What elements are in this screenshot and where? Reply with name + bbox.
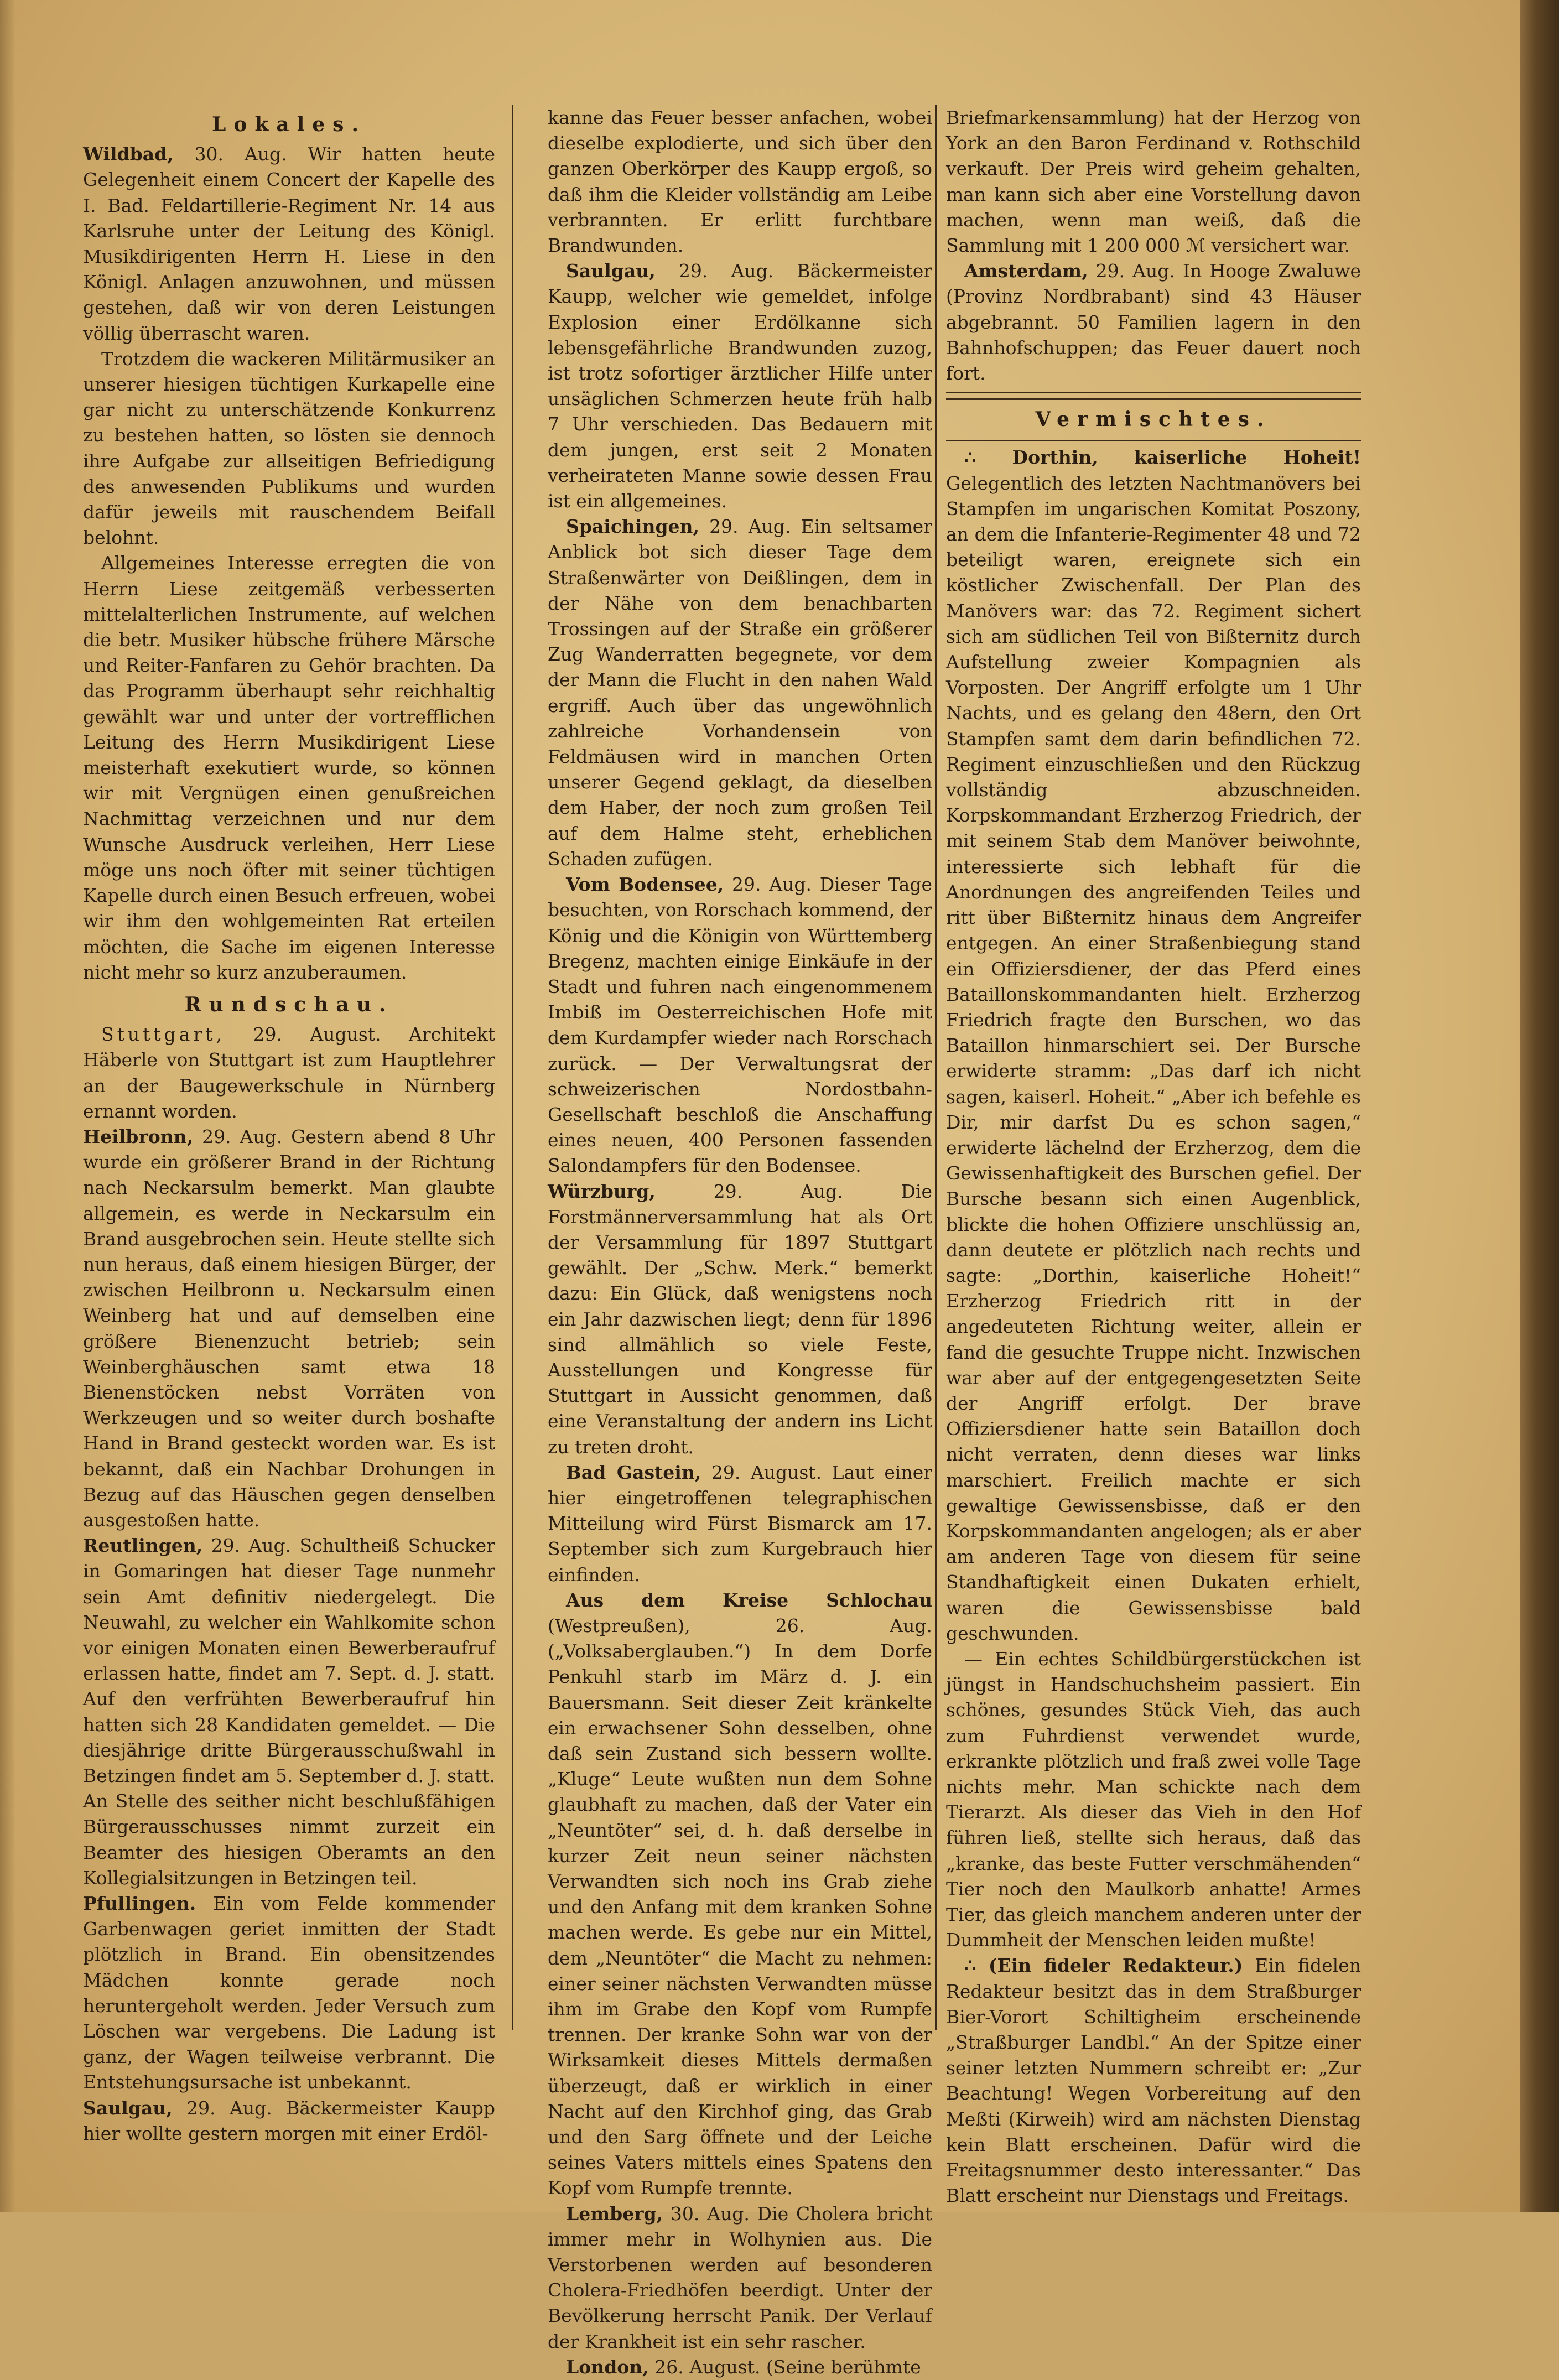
article-lead: ∴ (Ein fideler Redakteur.) [964,1955,1243,1977]
book-binding [1520,0,1559,2212]
article-body: Ein vom Felde kommender Garbenwagen geriet inmitten der Stadt plötzlich in Brand. Ein obensitzendes Mädchen konnte gerade noch heruntergeholt werden. Jeder Versuch zum Löschen war vergebens. Die Ladung ist ganz, der Wagen teilweise verbrannt. Die Entstehungsursache ist unbekannt. [83,1893,495,2093]
article-saulgau-2 [548,258,932,514]
article-place: Würzburg, [548,1180,656,1202]
article-body: Briefmarkensammlung) hat der Herzog von York an den Baron Ferdinand v. Rothschild verkauft. Der Preis wird geheim gehalten, man kann sich aber eine Vorstellung davon machen, wenn man weiß, daß die Sammlung mit 1 200 000 ℳ versichert war. [946,107,1361,257]
article-body: 26. August. (Seine berühmte [654,2356,921,2378]
article-body: 30. Aug. Wir hatten heute Gelegenheit einem Concert der Kapelle des I. Bad. Feldartillerie-Regiment Nr. 14 aus Karlsruhe unter der Leitung des Königl. Musikdirigenten Herrn H. Liese in den Königl. Anlagen anzuwohnen, und müssen gestehen, daß wir von deren Leistungen völlig überrascht waren. [83,143,495,344]
article-paragraph [83,346,495,551]
article-continuation [946,105,1361,258]
article-place: Wildbad, [83,143,174,165]
article-body: 29. Aug. Bäckermeister Kaupp hier wollte gestern morgen mit einer Erdöl- [83,2097,495,2144]
article-lemberg [548,2201,932,2355]
article-place: Lemberg, [566,2202,663,2225]
article-wildbad [83,142,495,346]
article-body: Allgemeines Interesse erregten die von Herrn Liese zeitgemäß verbesserten mittelalterlichen Instrumente, auf welchen die betr. Musiker hübsche frühere Märsche und Reiter-Fanfaren zu Gehör brachten. Da das Programm überhaupt sehr reichhaltig gewählt war und unter der vortrefflichen Leitung des Herrn Musikdirigent Liese meisterhaft exekutiert wurde, so können wir mit Vergnügen einen genußreichen Nachmittag verzeichnen und nur dem Wunsche Ausdruck verleihen, Herr Liese möge uns noch öfter mit seiner tüchtigen Kapelle durch einen Besuch erfreuen, wobei wir ihm den wohlgemeinten Rat erteilen möchten, die Sache im eigenen Interesse nicht mehr so kurz anzuberaumen. [83,552,495,983]
section-heading-lokales: Lokales. [212,113,366,136]
section-divider [946,392,1361,400]
article-heilbronn [83,1124,495,1533]
column-2 [548,105,932,2380]
article-body: 29. Aug. Die Forstmännerversammlung hat als Ort der Versammlung für 1897 Stuttgart gewählt. Der „Schw. Merk.“ bemerkt dazu: Ein Glück, daß wenigstens noch ein Jahr dazwischen liegt; denn für 1896 sind allmählich so viele Feste, Ausstellungen und Kongresse für Stuttgart in Aussicht genommen, daß eine Veranstaltung der andern ins Licht zu treten droht. [548,1180,932,1458]
article-place: Pfullingen. [83,1893,196,1915]
article-place: Aus dem Kreise Schlochau [566,1589,932,1611]
article-stuttgart [83,1022,495,1124]
article-place: Amsterdam, [964,260,1088,282]
article-body: 29. Aug. Bäckermeister Kaupp, welcher wie gemeldet, infolge Explosion einer Erdölkanne sich lebensgefährliche Brandwunden zuzog, ist trotz sofortiger ärztlicher Hilfe unter unsäglichen Schmerzen heute früh halb 7 Uhr verschieden. Das Bedauern mit dem jungen, erst seit 2 Monaten verheirateten Manne sowie dessen Frau ist ein allgemeines. [548,260,932,512]
article-place: London, [566,2356,649,2378]
article-body: kanne das Feuer besser anfachen, wobei dieselbe explodierte, und sich über den ganzen Oberkörper des Kaupp ergoß, so daß ihm die Kleider vollständig am Leibe verbrannten. Er erlitt furchtbare Brandwunden. [548,107,932,257]
column-1 [83,105,495,2147]
page-edge-shadow [0,0,15,2212]
section-heading-vermischtes: Vermischtes. [1035,408,1272,432]
article-body: — Ein echtes Schildbürgerstückchen ist jüngst in Handschuchsheim passiert. Ein schönes, gesundes Stück Vieh, das auch zum Fuhrdienst verwendet wurde, erkrankte plötzlich und fraß zwei volle Tage nichts mehr. Man schickte nach dem Tierarzt. Als dieser das Vieh in den Hof führen ließ, stellte sich heraus, daß das „kranke, das beste Futter verschmähenden“ Tier noch den Maulkorb anhatte! Armes Tier, das gleich manchem anderen unter der Dummheit der Menschen leiden mußte! [946,1648,1361,1951]
article-place: Spaichingen, [566,516,699,538]
column-3 [946,105,1361,2208]
article-lead: ∴ Dorthin, kaiserliche Hoheit! [964,446,1361,469]
article-body: 29. Aug. Dieser Tage besuchten, von Rorschach kommend, der König und die Königin von Württemberg Bregenz, machten einige Einkäufe in der Stadt und fuhren nach eingenommenem Imbiß im Oesterreichischen Hofe mit dem Kurdampfer wieder nach Rorschach zurück. — Der Verwaltungsrat der schweizerischen Nordostbahn-Gesellschaft beschloß die Anschaffung eines neuen, 400 Personen fassenden Salondampfers für den Bodensee. [548,874,932,1177]
article-bad-gastein [548,1460,932,1588]
article-place: Saulgau, [83,2097,173,2119]
article-bodensee [548,872,932,1178]
column-rule-1 [512,105,513,2030]
article-continuation [548,105,932,258]
article-place: Bad Gastein, [566,1461,701,1483]
article-saulgau [83,2096,495,2147]
column-rule-2 [935,105,937,2030]
heading-underline [946,440,1361,441]
article-schlochau [548,1588,932,2201]
article-body: Ein fidelen Redakteur besitzt das in dem Straßburger Bier-Vorort Schiltigheim erscheinende „Straßburger Landbl.“ An der Spitze einer seiner letzten Nummern schreibt er: „Zur Beachtung! Wegen Vorbereitung auf den Meßti (Kirweih) wird am nächsten Dienstag kein Blatt erscheinen. Dafür wird die Freitagsnummer desto interessanter.“ Das Blatt erscheint nur Dienstags und Freitags. [946,1955,1361,2207]
article-body: 29. Aug. Schultheiß Schucker in Gomaringen hat dieser Tage nunmehr sein Amt definitiv niedergelegt. Die Neuwahl, zu welcher ein Wahlkomite schon vor einigen Monaten einen Bewerberaufruf erlassen hatte, findet am 7. Sept. d. J. statt. Auf den verfrühten Bewerberaufruf hin hatten sich 28 Kandidaten gemeldet. — Die diesjährige dritte Bürgerausschußwahl in Betzingen findet am 5. September d. J. statt. An Stelle des seither nicht beschlußfähigen Bürgerausschusses nimmt zurzeit ein Beamter des hiesigen Oberamts an den Kollegialsitzungen in Betzingen teil. [83,1535,495,1889]
article-place: Reutlingen, [83,1535,203,1557]
article-dorthin [946,445,1361,1646]
article-amsterdam [946,258,1361,386]
article-body: 29. Aug. In Hooge Zwaluwe (Provinz Nordbrabant) sind 43 Häuser abgebrannt. 50 Familien lagern in den Bahnhofschuppen; das Feuer dauert noch fort. [946,260,1361,384]
article-pfullingen [83,1891,495,2096]
section-heading-rundschau: Rundschau. [184,992,394,1016]
article-london [548,2355,932,2380]
article-paragraph [83,550,495,985]
article-place: Vom Bodensee, [566,874,724,896]
article-spaichingen [548,514,932,872]
article-body: 29. Aug. Ein seltsamer Anblick bot sich dieser Tage dem Straßenwärter von Deißlingen, dem in der Nähe von dem benachbarten Trossingen auf der Straße ein größerer Zug Wanderratten begegnete, vor dem der Mann die Flucht in den nahen Wald ergriff. Auch über das ungewöhnlich zahlreiche Vorhandensein von Feldmäusen wird in manchen Orten unserer Gegend geklagt, da dieselben dem Haber, der noch zum großen Teil auf dem Halme steht, erheblichen Schaden zufügen. [548,516,932,870]
article-schildbuerger [946,1646,1361,1953]
article-body: 29. Aug. Gestern abend 8 Uhr wurde ein größerer Brand in der Richtung nach Neckarsulm bemerkt. Man glaubte allgemein, es werde in Neckarsulm ein Brand ausgebrochen sein. Heute stellte sich nun heraus, daß einem hiesigen Bürger, der zwischen Heilbronn u. Neckarsulm einen Weinberg hat und auf demselben eine größere Bienenzucht betrieb; sein Weinberghäuschen samt etwa 18 Bienenstöcken nebst Vorräten von Werkzeugen und so weiter durch boshafte Hand in Brand gesteckt worden war. Es ist bekannt, daß ein Nachbar Drohungen in Bezug auf das Häuschen gegen denselben ausgestoßen hatte. [83,1125,495,1531]
article-wuerzburg [548,1179,932,1460]
article-redakteur [946,1953,1361,2208]
article-place: Saulgau, [566,260,656,282]
article-body: 30. Aug. Die Cholera bricht immer mehr in Wolhynien aus. Die Verstorbenen werden auf besonderen Cholera-Friedhöfen beerdigt. Unter der Bevölkerung herrscht Panik. Der Verlauf der Krankheit ist ein sehr rascher. [548,2202,932,2352]
article-reutlingen [83,1533,495,1891]
article-body: 29. August. Laut einer hier eingetroffenen telegraphischen Mitteilung wird Fürst Bismarck am 17. September sich zum Kurgebrauch hier einfinden. [548,1461,932,1586]
article-body: Trotzdem die wackeren Militärmusiker an unserer hiesigen tüchtigen Kurkapelle eine gar nicht zu unterschätzende Konkurrenz zu bestehen hatten, so lösten sie dennoch ihre Aufgabe zur allseitigen Befriedigung des anwesenden Publikums und wurden dafür jeweils mit rauschendem Beifall belohnt. [83,347,495,549]
article-body: (Westpreußen), 26. Aug. („Volksaberglauben.“) In dem Dorfe Penkuhl starb im März d. J. ein Bauersmann. Seit dieser Zeit kränkelte ein erwachsener Sohn desselben, ohne daß sein Zustand sich bessern wollte. „Kluge“ Leute wußten nun dem Sohne glaubhaft zu machen, daß der Vater ein „Neuntöter“ sei, d. h. daß derselbe in kurzer Zeit neun seiner nächsten Verwandten sich noch ins Grab ziehe und den Anfang mit dem kranken Sohne machen werde. Es gebe nur ein Mittel, dem „Neuntöter“ die Macht zu nehmen: einer seiner nächsten Verwandten müsse ihm im Grabe den Kopf vom Rumpfe trennen. Der kranke Sohn war von der Wirksamkeit dieses Mittels dermaßen überzeugt, daß er wirklich in einer Nacht auf den Kirchhof ging, das Grab und den Sarg öffnete und der Leiche seines Vaters mittels eines Spatens den Kopf vom Rumpfe trennte. [548,1614,932,2199]
article-place: Heilbronn, [83,1125,194,1147]
article-body: 29. August. Architekt Häberle von Stuttgart ist zum Hauptlehrer an der Baugewerkschule in Nürnberg ernannt worden. [83,1023,495,1122]
article-place: Stuttgart, [101,1023,225,1046]
article-body: Gelegentlich des letzten Nachtmanövers bei Stampfen im ungarischen Komitat Poszony, an dem die Infanterie-Regimenter 48 und 72 beteiligt waren, ereignete sich ein köstlicher Zwischenfall. Der Plan des Manövers war: das 72. Regiment sichert sich am südlichen Teil von Bißternitz durch Aufstellung zweier Kompagnien als Vorposten. Der Angriff erfolgte um 1 Uhr Nachts, und es gelang den 48ern, den Ort Stampfen samt dem darin befindlichen 72. Regiment einzuschließen und den Rückzug vollständig abzuschneiden. Korpskommandant Erzherzog Friedrich, der mit seinem Stab dem Manöver beiwohnte, interessierte sich lebhaft für die Anordnungen des angreifenden Teiles und ritt über Bißternitz hinaus dem Angreifer entgegen. An einer Straßenbiegung stand ein Offiziersdiener, der das Pferd eines Bataillonskommandanten hielt. Erzherzog Friedrich fragte den Burschen, wo das Bataillon hinmarschiert sei. Der Bursche erwiderte stramm: „Das darf ich nicht sagen, kaiserl. Hoheit.“ „Aber ich befehle es Dir, mir darfst Du es schon sagen,“ erwiderte lächelnd der Erzherzog, dem die Gewissenhaftigkeit des Burschen gefiel. Der Bursche besann sich einen Augenblick, blickte die hohen Offiziere unschlüssig an, dann deutete er plötzlich nach rechts und sagte: „Dorthin, kaiserliche Hoheit!“ Erzherzog Friedrich ritt in der angedeuteten Richtung weiter, allein er fand die gesuchte Truppe nicht. Inzwischen war aber auf der entgegengesetzten Seite der Angriff erfolgt. Der brave Offiziersdiener hatte sein Bataillon doch nicht verraten, denn dieses war links marschiert. Freilich machte er sich gewaltige Gewissensbisse, daß er den Korpskommandanten angelogen; als er aber am anderen Tage von diesem für seine Standhaftigkeit einen Dukaten erhielt, waren die Gewissensbisse bald geschwunden. [946,472,1361,1644]
